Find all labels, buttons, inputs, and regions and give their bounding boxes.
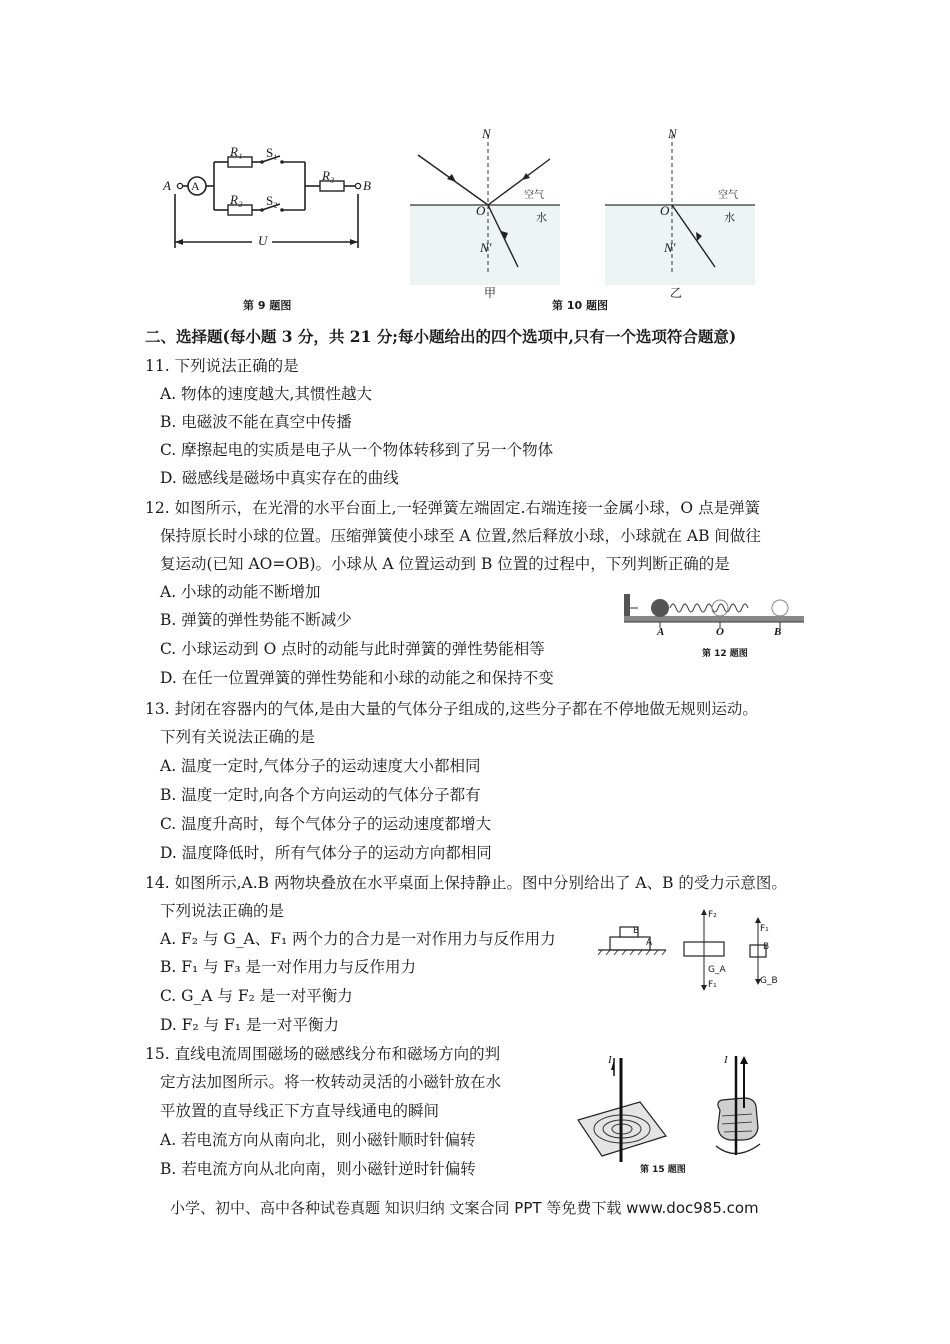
block-b-label-force: B (763, 942, 770, 952)
figure-15-caption: 第 15 题图 (640, 1165, 686, 1175)
force-ga-label: G_A (708, 965, 726, 975)
question-stem-line-1: 15. 直线电流周围磁场的磁感线分布和磁场方向的判 (145, 1045, 501, 1063)
option-a: A. 物体的速度越大,其惯性越大 (160, 385, 372, 403)
option-a: A. 若电流方向从南向北，则小磁针顺时针偏转 (160, 1131, 476, 1149)
water-label-right: 水 (724, 211, 735, 224)
force-f1-label-a: F₁ (708, 980, 717, 990)
question-stem-line-1: 14. 如图所示,A.B 两物块叠放在水平桌面上保持静止。图中分别给出了 A、B 的受力示意图。 (145, 874, 787, 892)
figure-10-right-label: 乙 (670, 286, 683, 300)
normal-n-label-right: N (668, 126, 677, 141)
air-label-right: 空气 (718, 190, 738, 201)
switch-s2-label: S₂ (266, 193, 278, 208)
option-d: D. F₂ 与 F₁ 是一对平衡力 (160, 1016, 339, 1034)
option-b: B. 温度一定时,向各个方向运动的气体分子都有 (160, 786, 481, 804)
option-b: B. 弹簧的弹性势能不断减少 (160, 611, 352, 629)
normal-n-prime-label-right: N′ (664, 240, 676, 255)
point-o-label-left: O (476, 203, 486, 218)
current-i-label-right: I (724, 1054, 728, 1066)
current-i-label-left: I (608, 1054, 612, 1066)
terminal-b-label: B (363, 178, 371, 193)
option-d: D. 在任一位置弹簧的弹性势能和小球的动能之和保持不变 (160, 669, 554, 687)
question-stem-line-2: 下列有关说法正确的是 (160, 728, 316, 746)
normal-n-prime-label-left: N′ (480, 240, 492, 255)
question-stem-line-2: 定方法加图所示。将一枚转动灵活的小磁针放在水 (160, 1073, 502, 1091)
resistor-r3-label: R₃ (322, 168, 335, 183)
question-stem-line-2: 下列说法正确的是 (160, 902, 285, 920)
option-b: B. 电磁波不能在真空中传播 (160, 413, 352, 431)
position-a-label: A (657, 626, 665, 638)
option-d: D. 磁感线是磁场中真实存在的曲线 (160, 469, 399, 487)
resistor-r1-label: R₁ (230, 144, 243, 159)
option-d: D. 温度降低时，所有气体分子的运动方向都相同 (160, 844, 492, 862)
position-b-label: B (774, 626, 782, 638)
figure-12-caption: 第 12 题图 (702, 649, 748, 659)
question-stem-line-1: 13. 封闭在容器内的气体,是由大量的气体分子组成的,这些分子都在不停地做无规则运动。 (145, 700, 758, 718)
figure-10-left-label: 甲 (484, 286, 497, 300)
question-stem-line-3: 平放置的直导线正下方直导线通电的瞬间 (160, 1102, 440, 1120)
question-stem-line-3: 复运动(已知 AO=OB)。小球从 A 位置运动到 B 位置的过程中，下列判断正确的是 (160, 555, 730, 573)
option-a: A. 温度一定时,气体分子的运动速度大小都相同 (160, 757, 481, 775)
position-o-label: O (716, 626, 724, 638)
force-gb-label: G_B (760, 976, 778, 986)
force-f2-label: F₂ (708, 910, 717, 920)
section-title: 二、选择题(每小题 3 分，共 21 分;每小题给出的四个选项中,只有一个选项符合题意) (145, 327, 737, 346)
figure-9-caption: 第 9 题图 (243, 299, 292, 312)
option-b: B. 若电流方向从北向南，则小磁针逆时针偏转 (160, 1160, 476, 1178)
option-a: A. 小球的动能不断增加 (160, 583, 321, 601)
block-a-label: A (646, 938, 653, 948)
question-stem: 11. 下列说法正确的是 (145, 357, 299, 375)
page-footer: 小学、初中、高中各种试卷真题 知识归纳 文案合同 PPT 等免费下载 www.doc985.com (170, 1199, 759, 1217)
option-c: C. 摩擦起电的实质是电子从一个物体转移到了另一个物体 (160, 441, 554, 459)
voltage-u-label: U (258, 233, 268, 248)
option-a: A. F₂ 与 G_A、F₁ 两个力的合力是一对作用力与反作用力 (160, 930, 556, 948)
option-c: C. G_A 与 F₂ 是一对平衡力 (160, 987, 353, 1005)
figure-10-caption: 第 10 题图 (552, 299, 608, 312)
point-o-label-right: O (660, 203, 670, 218)
question-stem-line-1: 12. 如图所示，在光滑的水平台面上,一轻弹簧左端固定.右端连接一金属小球，O 点是弹簧 (145, 499, 761, 517)
resistor-r2-label: R₂ (230, 192, 243, 207)
water-label-left: 水 (536, 211, 547, 224)
question-stem-line-2: 保持原长时小球的位置。压缩弹簧使小球至 A 位置,然后释放小球，小球就在 AB 间做往 (160, 527, 761, 545)
switch-s1-label: S₁ (266, 145, 278, 160)
ammeter-label: A (191, 179, 200, 193)
air-label-left: 空气 (524, 190, 544, 201)
option-c: C. 温度升高时，每个气体分子的运动速度都增大 (160, 815, 492, 833)
normal-n-label-left: N (482, 126, 491, 141)
option-b: B. F₁ 与 F₃ 是一对作用力与反作用力 (160, 958, 416, 976)
terminal-a-label: A (163, 178, 171, 193)
block-b-label: B (633, 926, 640, 936)
option-c: C. 小球运动到 O 点时的动能与此时弹簧的弹性势能相等 (160, 640, 545, 658)
force-f1-label-b: F₁ (760, 924, 769, 934)
